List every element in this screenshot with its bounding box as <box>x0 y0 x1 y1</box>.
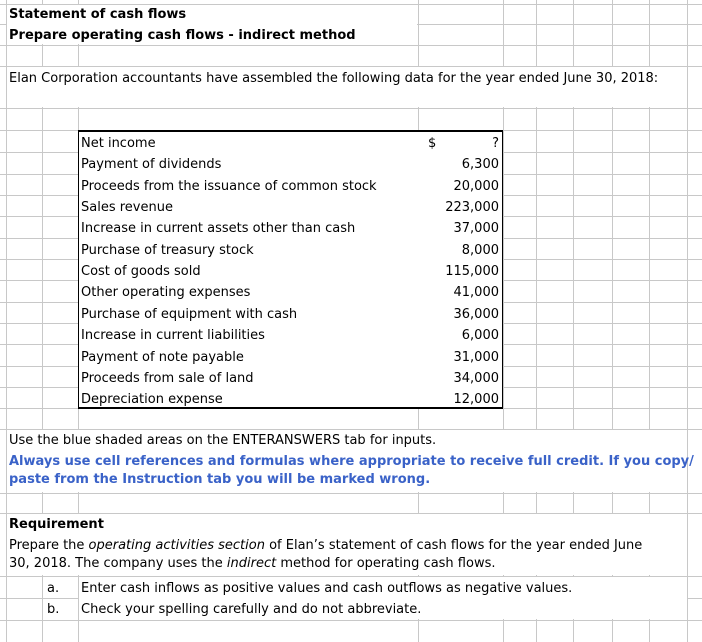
grid-col-line <box>687 0 688 642</box>
row-value: 41,000 <box>453 285 499 300</box>
row-value: 37,000 <box>453 221 499 236</box>
row-label: Depreciation expense <box>81 392 223 407</box>
row-value: 34,000 <box>453 371 499 386</box>
row-label: Proceeds from the issuance of common stock <box>81 179 377 194</box>
row-label: Proceeds from sale of land <box>81 371 254 386</box>
row-label: Increase in current liabilities <box>81 328 265 343</box>
requirement-line2-post: method for operating cash flows. <box>276 556 496 571</box>
row-label: Net income <box>81 136 156 151</box>
row-value: 12,000 <box>453 392 499 407</box>
requirement-line2 <box>9 555 495 572</box>
row-value: 20,000 <box>453 179 499 194</box>
requirement-line2-italic: indirect <box>226 556 277 571</box>
table-top-border <box>78 130 503 132</box>
row-label: Increase in current assets other than cash <box>81 221 356 236</box>
list-marker: b. <box>47 602 60 617</box>
requirement-heading: Requirement <box>9 517 104 532</box>
row-value: 36,000 <box>453 307 499 322</box>
requirement-line2-pre: 30, 2018. The company uses the <box>9 556 227 571</box>
row-label: Sales revenue <box>81 200 173 215</box>
list-item: Enter cash inflows as positive values and cash outflows as negative values. <box>81 581 573 596</box>
intro-text: Elan Corporation accountants have assembled the following data for the year ended June 30, 2018: <box>9 71 659 86</box>
warning-text-line2: paste from the Instruction tab you will be marked wrong. <box>9 472 431 487</box>
row-value: ? <box>492 136 499 151</box>
requirement-line1-post: of Elan’s statement of cash flows for the year ended June <box>264 538 643 553</box>
instruction-text: Use the blue shaded areas on the ENTERANSWERS tab for inputs. <box>9 433 437 448</box>
row-label: Payment of dividends <box>81 157 222 172</box>
grid-row-line <box>0 620 702 621</box>
grid-row-line <box>0 108 702 109</box>
table-right-border <box>502 130 503 409</box>
requirement-line1-italic: operating activities section <box>88 538 265 553</box>
warning-text-line1: Always use cell references and formulas where appropriate to receive full credit. If you copy/ <box>9 454 694 469</box>
page-subtitle: Prepare operating cash flows - indirect method <box>9 28 356 43</box>
row-value: 31,000 <box>453 350 499 365</box>
currency-symbol: $ <box>428 136 437 151</box>
table-left-border <box>78 130 79 409</box>
row-value: 6,000 <box>461 328 499 343</box>
row-value: 223,000 <box>445 200 499 215</box>
page-title: Statement of cash flows <box>9 7 187 22</box>
row-label: Purchase of treasury stock <box>81 243 254 258</box>
row-value: 115,000 <box>445 264 499 279</box>
row-value: 6,300 <box>461 157 499 172</box>
row-label: Other operating expenses <box>81 285 251 300</box>
row-value: 8,000 <box>461 243 499 258</box>
row-label: Purchase of equipment with cash <box>81 307 298 322</box>
row-label: Payment of note payable <box>81 350 244 365</box>
row-label: Cost of goods sold <box>81 264 201 279</box>
list-item: Check your spelling carefully and do not abbreviate. <box>81 602 422 617</box>
grid-row-line <box>0 493 702 494</box>
list-marker: a. <box>47 581 60 596</box>
requirement-line1 <box>9 537 642 554</box>
grid-row-line <box>0 45 702 46</box>
requirement-line1-pre: Prepare the <box>9 538 89 553</box>
